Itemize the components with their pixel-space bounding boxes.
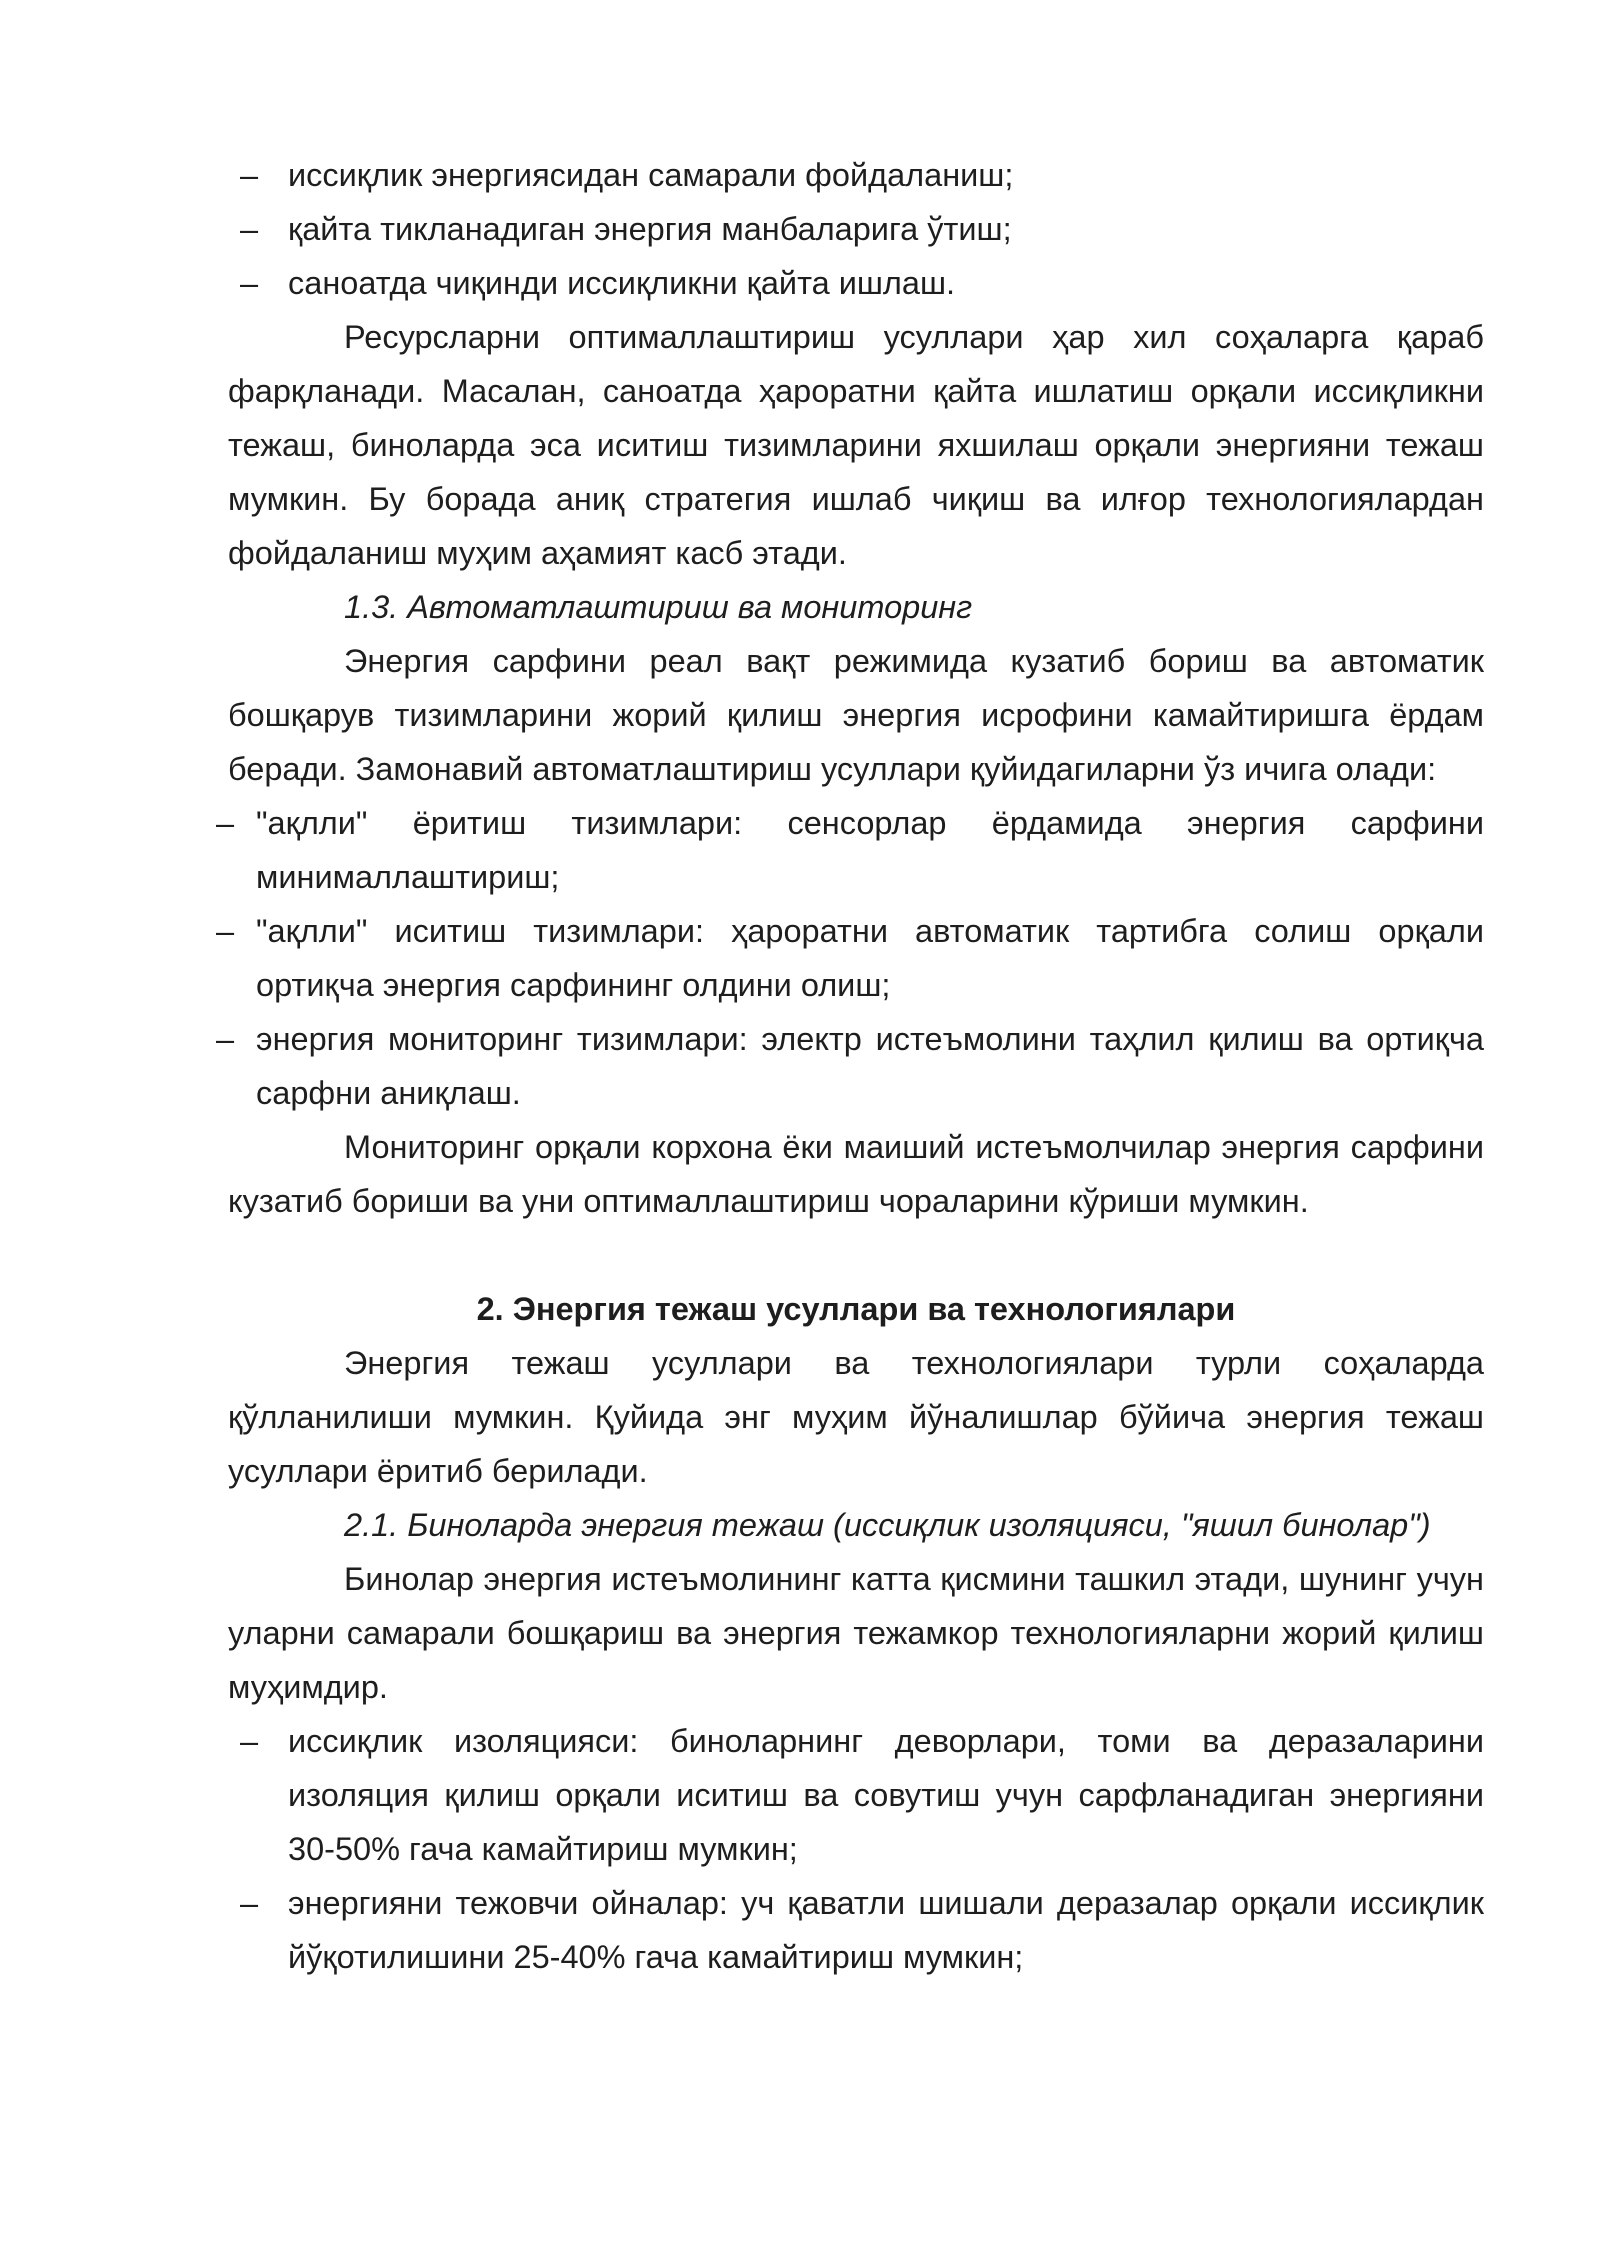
list-item xyxy=(216,796,1484,904)
list-item-text: иссиқлик изоляцияси: биноларнинг деворлари, томи ва деразаларини изоляция қилиш орқали иситиш ва совутиш учун сарфланадиган энергияни 30-50% гача камайтириш мумкин; xyxy=(288,1723,1484,1867)
dash-marker: – xyxy=(216,805,235,841)
dash-marker: – xyxy=(216,1021,235,1057)
paragraph-energy-saving-intro: Энергия тежаш усуллари ва технологиялари турли соҳаларда қўлланилиши мумкин. Қуйида энг муҳим йўналишлар бўйича энергия тежаш усуллари ёритиб берилади. xyxy=(228,1345,1484,1489)
list-item-text: саноатда чиқинди иссиқликни қайта ишлаш. xyxy=(288,265,956,301)
bullet-list-energy-use xyxy=(228,148,1484,310)
dash-marker: – xyxy=(240,211,259,247)
paragraph-buildings: Бинолар энергия истеъмолининг катта қисмини ташкил этади, шунинг учун уларни самарали бошқариш ва энергия тежамкор технологияларни жорий қилиш муҳимдир. xyxy=(228,1561,1484,1705)
list-item-text: энергия мониторинг тизимлари: электр истеъмолини таҳлил қилиш ва ортиқча сарфни аниқлаш. xyxy=(256,1021,1484,1111)
list-item xyxy=(216,904,1484,1012)
bullet-list-building-measures xyxy=(228,1714,1484,1984)
list-item-text: "ақлли" ёритиш тизимлари: сенсорлар ёрдамида энергия сарфини минималлаштириш; xyxy=(256,805,1484,895)
dash-marker: – xyxy=(240,157,259,193)
list-item xyxy=(216,1012,1484,1120)
dash-marker: – xyxy=(216,913,235,949)
list-item xyxy=(228,1876,1484,1984)
list-item-text: "ақлли" иситиш тизимлари: ҳароратни автоматик тартибга солиш орқали ортиқча энергия сарфининг олдини олиш; xyxy=(256,913,1484,1003)
list-item xyxy=(228,256,1484,310)
list-item xyxy=(228,1714,1484,1876)
dash-marker: – xyxy=(240,265,259,301)
list-item xyxy=(228,148,1484,202)
document-page xyxy=(216,148,1484,1984)
paragraph-automation: Энергия сарфини реал вақт режимида кузатиб бориш ва автоматик бошқарув тизимларини жорий қилиш энергия исрофини камайтиришга ёрдам беради. Замонавий автоматлаштириш усуллари қуйидагиларни ўз ичига олади: xyxy=(228,643,1484,787)
subheading-buildings: 2.1. Биноларда энергия тежаш (иссиқлик изоляцияси, "яшил бинолар") xyxy=(344,1507,1431,1543)
dash-marker: – xyxy=(240,1723,259,1759)
list-item-text: қайта тикланадиган энергия манбаларига ўтиш; xyxy=(288,211,1012,247)
subheading-automation-monitoring: 1.3. Автоматлаштириш ва мониторинг xyxy=(344,589,973,625)
dash-marker: – xyxy=(240,1885,259,1921)
paragraph-monitoring: Мониторинг орқали корхона ёки маиший истеъмолчилар энергия сарфини кузатиб бориши ва уни оптималлаштириш чораларини кўриши мумкин. xyxy=(228,1129,1484,1219)
bullet-list-smart-systems xyxy=(216,796,1484,1120)
section-heading-energy-saving: 2. Энергия тежаш усуллари ва технологиялари xyxy=(476,1291,1236,1327)
paragraph-resource-optimization: Ресурсларни оптималлаштириш усуллари ҳар хил соҳаларга қараб фарқланади. Масалан, саноатда ҳароратни қайта ишлатиш орқали иссиқликни тежаш, биноларда эса иситиш тизимларини яхшилаш орқали энергияни тежаш мумкин. Бу борада аниқ стратегия ишлаб чиқиш ва илғор технологиялардан фойдаланиш муҳим аҳамият касб этади. xyxy=(228,319,1484,571)
list-item xyxy=(228,202,1484,256)
list-item-text: энергияни тежовчи ойналар: уч қаватли шишали деразалар орқали иссиқлик йўқотилишини 25-40% гача камайтириш мумкин; xyxy=(288,1885,1484,1975)
list-item-text: иссиқлик энергиясидан самарали фойдаланиш; xyxy=(288,157,1014,193)
